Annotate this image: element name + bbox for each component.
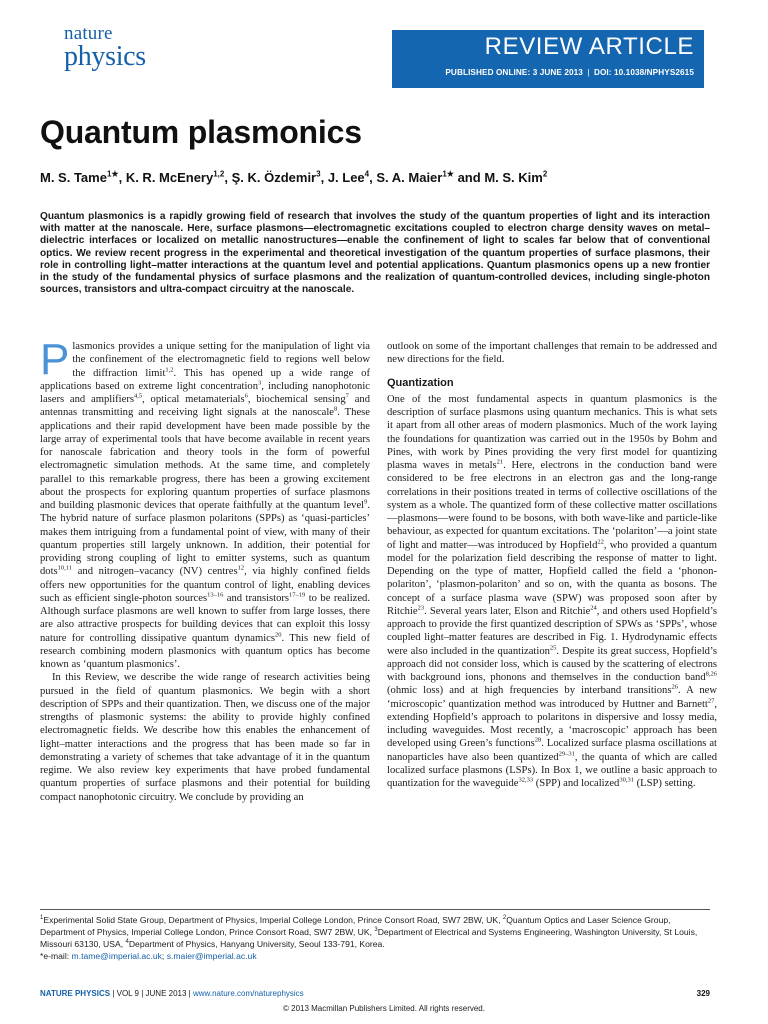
citation-superscript: 23: [417, 604, 425, 612]
author-affiliation-marker: 4: [364, 169, 370, 179]
abstract: Quantum plasmonics is a rapidly growing field of research that involves the study of the quantum properties of light and its interaction with matter at the nanoscale. Here, surface plasmons—electromagnetic excitations coupled to electron charge density waves on metal–dielectric interfaces or localized on metallic nanostructures—enable the confinement of light to scales far below that of conventional optics. We review recent progress in the experimental and theoretical investigation of the quantum properties of surface plasmons, their role in controlling light–matter interactions at the quantum level and potential applications. Quantum plasmonics opens up a new frontier in the study of the fundamental physics of surface plasmons and the realization of quantum-controlled devices, including single-photon sources, transistors and ultra-compact circuitry at the nanoscale.: [40, 211, 710, 296]
intro-paragraph: [40, 335, 371, 671]
author-name: S. A. Maier: [376, 170, 443, 185]
author-name: K. R. McEnery: [125, 170, 214, 185]
citation-superscript: 3: [258, 379, 262, 387]
email-separator: ;: [161, 951, 167, 961]
page-number: 329: [696, 989, 710, 998]
citation-superscript: 27: [707, 696, 715, 704]
author-name: M. S. Kim: [484, 170, 543, 185]
citation-superscript: 4: [125, 939, 129, 946]
body-column-left: [40, 335, 371, 804]
email-link-tame[interactable]: m.tame@imperial.ac.uk: [71, 951, 162, 961]
citation-superscript: 4,5: [133, 392, 143, 400]
footer-issue: | VOL 9 | JUNE 2013 |: [110, 989, 193, 998]
author-affiliation-marker: 1,2: [213, 169, 225, 179]
citation-superscript: 24: [590, 604, 597, 612]
page-footer: [40, 989, 710, 998]
citation-superscript: 8,26: [705, 670, 717, 678]
article-title: Quantum plasmonics: [40, 114, 362, 150]
affiliations-footnote: [40, 914, 710, 962]
author-affiliation-marker: 2: [542, 169, 548, 179]
footer-journal: NATURE PHYSICS: [40, 989, 111, 998]
citation-superscript: 6: [244, 392, 248, 400]
outlook-paragraph: outlook on some of the important challenges that remain to be addressed and new directions for the field.: [387, 341, 717, 366]
citation-superscript: 21: [496, 458, 504, 466]
citation-superscript: 30,31: [619, 776, 634, 784]
citation-superscript: 3: [374, 927, 378, 934]
affiliations-text: $^1$Experimental Solid State Group, Department of Physics, Imperial College London, Prince Consort Road, SW7 2BW, UK, $^2$Quantum Optics and Laser Science Group, Department of Physics, Imperial College London, Prince Consort Road, SW7 2BW, UK, $^3$Department of Electrical and Systems Engineering, Washington University, St Louis, Missouri 63130, USA, $^4$Department of Physics, Hanyang University, Seoul 133-791, Korea.: [40, 915, 698, 949]
email-label: *e-mail:: [40, 951, 72, 961]
author-affiliation-marker: 3: [316, 169, 321, 179]
footnote-rule: [40, 909, 710, 910]
author-name: J. Lee: [327, 170, 365, 185]
author-affiliation-marker: 1★: [106, 169, 119, 179]
section-heading-quantization: Quantization: [387, 376, 454, 389]
quantization-paragraph: [387, 393, 717, 791]
citation-superscript: 17–19: [289, 591, 306, 599]
article-type-banner: [392, 30, 704, 88]
citation-superscript: 7: [345, 392, 349, 400]
citation-superscript: 32,33: [518, 776, 534, 784]
journal-logo: [64, 24, 146, 71]
publication-info: [445, 68, 694, 77]
author-name: M. S. Tame: [40, 170, 107, 185]
body-column-right: [387, 340, 717, 790]
citation-superscript: 1: [40, 915, 44, 922]
citation-superscript: 25: [549, 643, 557, 651]
quantization-text: One of the most fundamental aspects in quantum plasmonics is the description of surface plasmons using quantum mechanics. This is what sets it apart from all other areas of modern plasmonics. Much of the work laying the foundations for quantization was carried out in the 1950s by Bohm and Pines, with work by Pines providing the very first model for quantizing plasma waves in metals$^{21}$. Here, electrons in the conduction band were considered to be free electrons in an electron gas and the long-range correlations in their positions treated in terms of collective oscillations of the system as a whole. The quantized form of these collective matter oscillations—plasmons—were found to be bosons, with both wave-like and particle-like behaviour, as expected for quantum excitations. The ‘polariton’—a joint state of light and matter—was introduced by Hopfield$^{22}$, who provided a quantum model for the polarization field describing the response of matter to light. Depending on the type of matter, Hopfield called the field a ‘phonon-polariton’, ‘plasmon-polariton’ and so on, with the quanta as bosons. The concept of a surface plasma wave (SPW) was proposed soon after by Ritchie$^{23}$. Several years later, Elson and Ritchie$^{24}$, and others used Hopfield’s approach to provide the first quantized description of SPWs as ‘SPPs’, whose coupled light–matter features are described in Fig. 1. Hydrodynamic effects were also included in the quantization$^{25}$. Despite its great success, Hopfield’s approach did not consider loss, which is caused by the scattering of electrons with background ions, phonons and themselves in the conduction band$^{8,26}$ (ohmic loss) and at high frequencies by interband transitions$^{26}$. A new ‘microscopic’ quantization method was introduced by Huttner and Barnett$^{27}$, extending Hopfield’s approach to polaritons in dispersive and lossy media, including waveguides. Most recently, a ‘macroscopic’ approach has been developed using Green’s functions$^{28}$. Localized surface plasma oscillations at nanoparticles have also been quantized$^{29-31}$, the quanta of which are called localized surface plasmons (LSPs). In Box 1, we outline a basic approach to quantization for the waveguide$^{32,33}$ (SPP) and localized$^{30,31}$ (LSP) setting.: [387, 393, 718, 789]
citation-superscript: 12: [237, 564, 245, 572]
copyright-notice: © 2013 Macmillan Publishers Limited. All rights reserved.: [283, 1004, 485, 1013]
publication-divider: |: [587, 68, 590, 77]
drop-cap: P: [40, 335, 70, 384]
article-type: REVIEW ARTICLE: [484, 33, 694, 60]
citation-superscript: 13–16: [207, 591, 224, 599]
citation-superscript: 10,11: [57, 564, 73, 572]
email-link-maier[interactable]: s.maier@imperial.ac.uk: [166, 951, 257, 961]
doi: DOI: 10.1038/NPHYS2615: [593, 68, 694, 77]
journal-logo-line1: nature: [64, 23, 113, 44]
citation-superscript: 29–31: [558, 749, 575, 757]
citation-superscript: 8: [334, 405, 338, 413]
author-name: Ş. K. Özdemir: [231, 170, 317, 185]
citation-superscript: 9: [364, 498, 368, 506]
intro-text: lasmonics provides a unique setting for the manipulation of light via the confinement of the electromagnetic field to regions well below the diffraction limit$^{1,2}$. This has opened up a wide range of applications based on extreme light concentration$^3$, including nanophotonic lasers and amplifiers$^{4,5}$, optical metamaterials$^6$, biochemical sensing$^7$ and antennas transmitting and receiving light signals at the nanoscale$^8$. These applications and their rapid development have been made possible by the large array of experimental tools that have become available in recent years for nanoscale fabrication and theory tools in the form of powerful electromagnetic simulation methods. At the same time, and completely parallel to this remarkable progress, there has been a growing excitement about the prospects for exploring quantum properties of surface plasmons and building plasmonic devices that operate faithfully at the quantum level$^9$. The hybrid nature of surface plasmon polaritons (SPPs) as ‘quasi-particles’ makes them intriguing from a fundamental point of view, with many of their quantum properties still largely unknown. In addition, their potential for providing strong coupling of light to emitter systems, such as quantum dots$^{10,11}$ and nitrogen–vacancy (NV) centres$^{12}$, via highly confined fields offers new opportunities for the quantum control of light, enabling devices such as efficient single-photon sources$^{13-16}$ and transistors$^{17-19}$ to be realized. Although surface plasmons are well known to suffer from large losses, there are also attractive prospects for building devices that can exploit this lossy nature for controlling dissipative quantum dynamics$^{20}$. This new field of research combining modern plasmonics with quantum optics has become known as ‘quantum plasmonics’.: [40, 341, 371, 670]
citation-superscript: 1,2: [165, 365, 174, 373]
citation-superscript: 26: [671, 683, 678, 691]
review-outline-paragraph: In this Review, we describe the wide range of research activities being pursued in the field of quantum plasmonics. We begin with a short description of SPPs and their quantization. Then, we discuss one of the major strengths of plasmonic systems: the ability to provide highly confined electromagnetic fields. We describe how this enables the enhancement of light–matter interactions and the progress that has been made so far in demonstrating a variety of schemes that take advantage of it in the quantum regime. We also review key experiments that have probed fundamental quantum properties of surface plasmons and their potential for building compact nanophotonic circuitry. We conclude by providing an: [40, 672, 370, 803]
journal-logo-line2: physics: [64, 41, 146, 72]
footer-url-link[interactable]: www.nature.com/naturephysics: [192, 989, 304, 998]
author-affiliation-marker: 1★: [442, 169, 454, 179]
citation-superscript: 20: [274, 630, 282, 638]
citation-superscript: 28: [534, 736, 542, 744]
author-list: M. S. Tame$^{1★}$, K. R. McEnery$^{1,2}$, Ş. K. Özdemir$^3$, J. Lee$^4$, S. A. Maier$^{1★}$ and M. S. Kim$^2$: [40, 169, 548, 185]
citation-superscript: 22: [597, 537, 604, 545]
citation-superscript: 2: [502, 915, 507, 922]
published-date: PUBLISHED ONLINE: 3 JUNE 2013: [445, 68, 583, 77]
